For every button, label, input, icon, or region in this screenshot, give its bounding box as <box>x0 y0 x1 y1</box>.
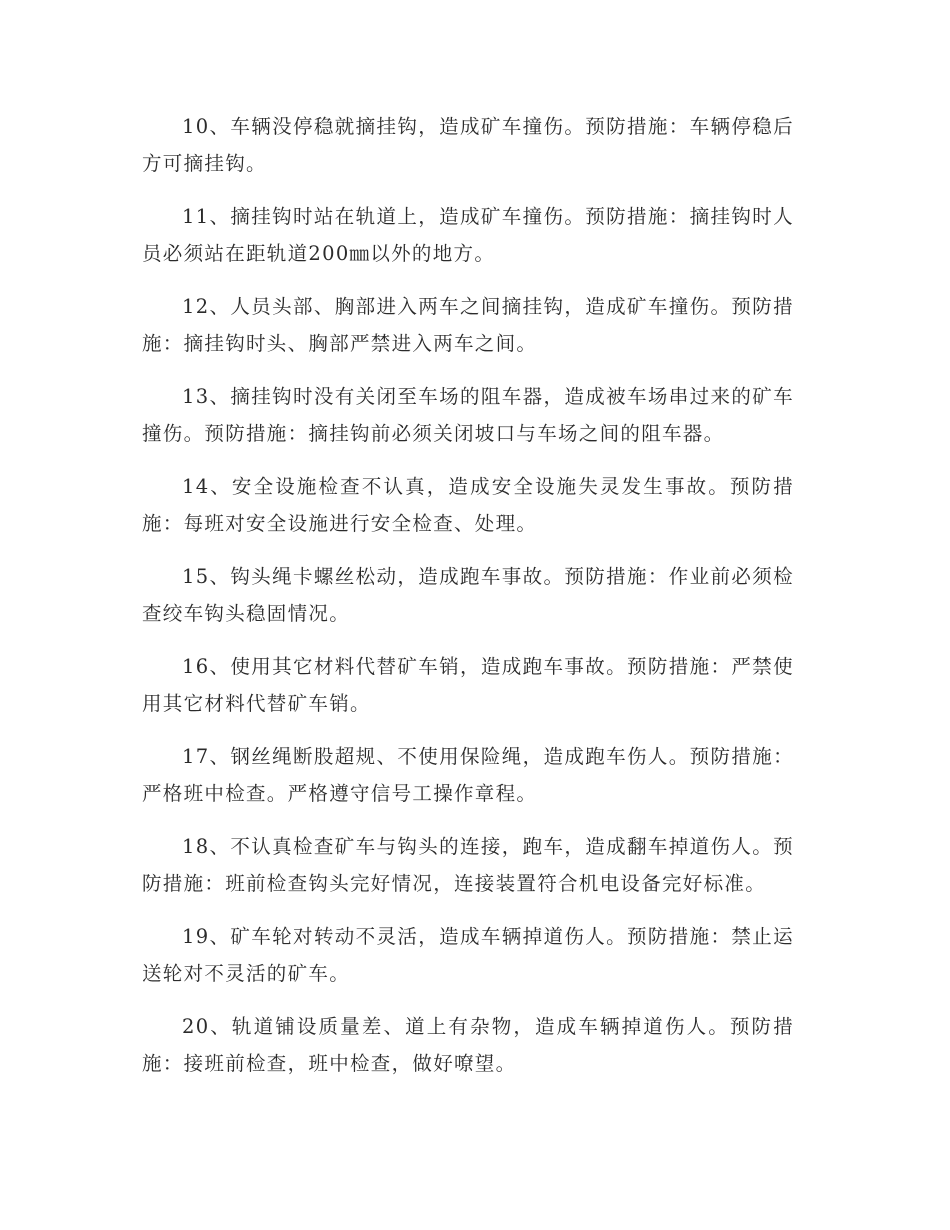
paragraph-item-10: 10、车辆没停稳就摘挂钩，造成矿车撞伤。预防措施：车辆停稳后方可摘挂钩。 <box>142 115 794 175</box>
paragraph-item-15: 15、钩头绳卡螺丝松动，造成跑车事故。预防措施：作业前必须检查绞车钩头稳固情况。 <box>142 565 794 625</box>
paragraph-item-17: 17、钢丝绳断股超规、不使用保险绳，造成跑车伤人。预防措施：严格班中检查。严格遵守信号工操作章程。 <box>142 745 794 805</box>
paragraph-item-14: 14、安全设施检查不认真，造成安全设施失灵发生事故。预防措施：每班对安全设施进行安全检查、处理。 <box>142 475 794 535</box>
document-body <box>142 108 794 1098</box>
paragraph-item-19: 19、矿车轮对转动不灵活，造成车辆掉道伤人。预防措施：禁止运送轮对不灵活的矿车。 <box>142 925 794 985</box>
paragraph-item-18: 18、不认真检查矿车与钩头的连接，跑车，造成翻车掉道伤人。预防措施：班前检查钩头完好情况，连接装置符合机电设备完好标准。 <box>142 835 794 895</box>
paragraph-item-12: 12、人员头部、胸部进入两车之间摘挂钩，造成矿车撞伤。预防措施：摘挂钩时头、胸部严禁进入两车之间。 <box>142 295 794 355</box>
paragraph-item-13: 13、摘挂钩时没有关闭至车场的阻车器，造成被车场串过来的矿车撞伤。预防措施：摘挂钩前必须关闭坡口与车场之间的阻车器。 <box>142 385 794 445</box>
paragraph-item-11: 11、摘挂钩时站在轨道上，造成矿车撞伤。预防措施：摘挂钩时人员必须站在距轨道200㎜以外的地方。 <box>142 205 794 265</box>
paragraph-item-16: 16、使用其它材料代替矿车销，造成跑车事故。预防措施：严禁使用其它材料代替矿车销。 <box>142 655 794 715</box>
paragraph-item-20: 20、轨道铺设质量差、道上有杂物，造成车辆掉道伤人。预防措施：接班前检查，班中检查，做好嘹望。 <box>142 1015 794 1075</box>
